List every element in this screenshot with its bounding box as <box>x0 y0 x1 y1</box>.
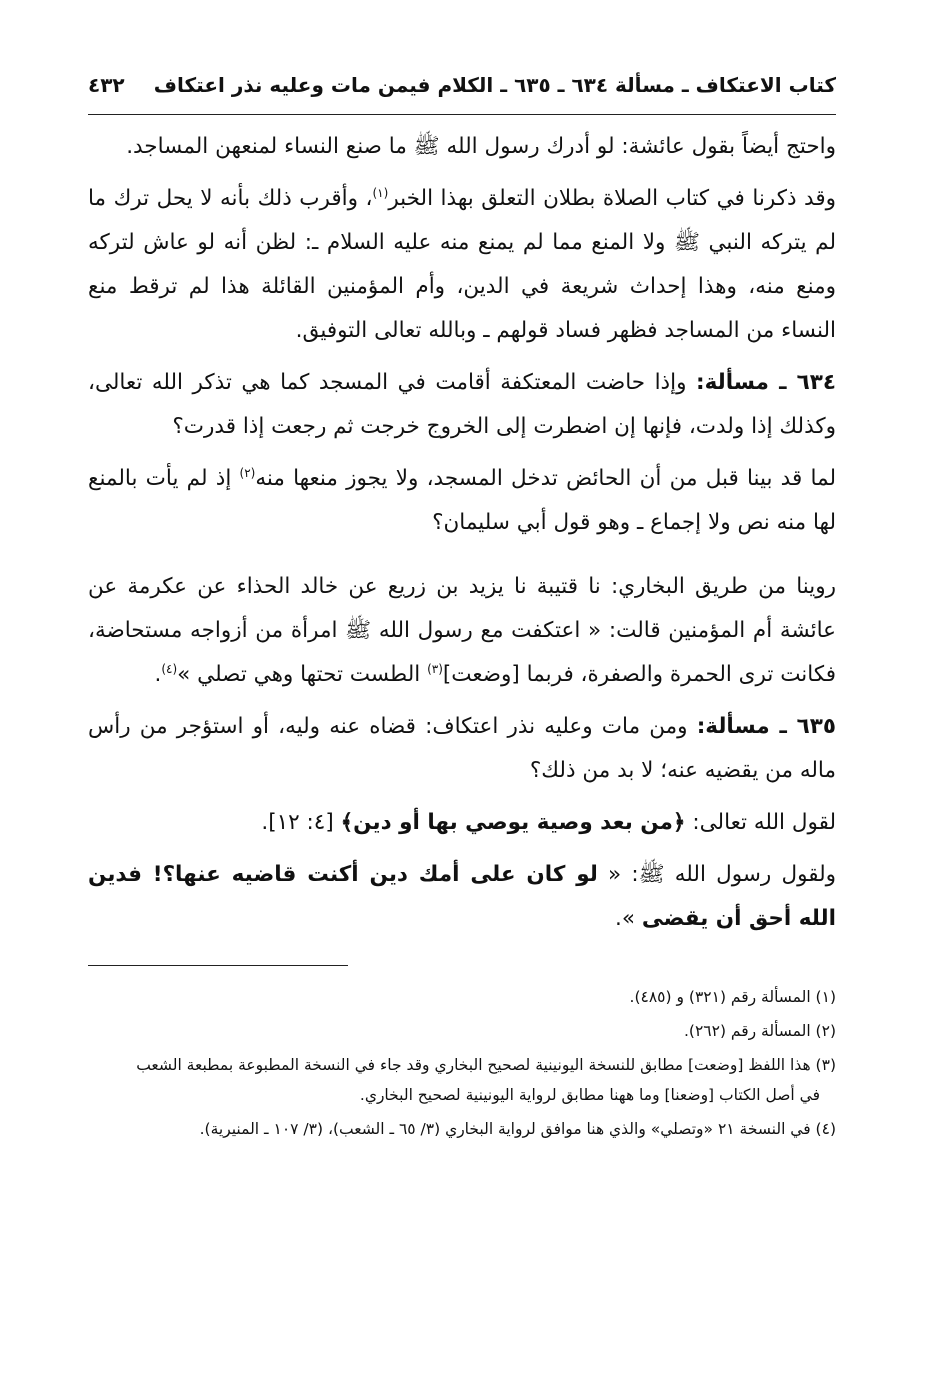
footnote-separator <box>88 965 348 966</box>
page-number: ٤٣٢ <box>88 73 125 97</box>
issue-635-label: ٦٣٥ ـ مسألة: <box>696 714 836 739</box>
quran-verse: ﴿من بعد وصية يوصي بها أو دين﴾ <box>340 810 686 835</box>
footnote-3-continuation: في أصل الكتاب [وضعنا] وما ههنا مطابق لرواية اليونينية لصحيح البخاري. <box>359 1086 820 1104</box>
footnote-ref-1[interactable]: (١) <box>372 185 389 200</box>
footnote-1: (١) المسألة رقم (٣٢١) و (٤٨٥). <box>629 988 836 1006</box>
footnote-ref-2[interactable]: (٢) <box>239 465 256 480</box>
footnote-ref-4[interactable]: (٤) <box>161 661 178 676</box>
paragraph-bukhari-narration: روينا من طريق البخاري: نا قتيبة نا يزيد بن زريع عن خالد الحذاء عن عكرمة عن عائشة أم المؤمنين قالت: « اعتكفت مع رسول الله ﷺ امرأة من أزواجه مستحاضة، فكانت ترى الحمرة والصفرة، فربما [وضعت]$^{(٣)}$ الطست تحتها وهي تصلي »$^{(٤)}$. <box>88 574 836 687</box>
paragraph-refutation: وقد ذكرنا في كتاب الصلاة بطلان التعلق بهذا الخبر$^{(١)}$، وأقرب ذلك بأنه لا يحل ترك ما لم يتركه النبي ﷺ ولا المنع مما لم يمنع منه عليه السلام ـ: لظن أنه لو عاش لتركه ومنع منه، وهذا إحداث شريعة في الدين، وأم المؤمنين القائلة هذا لم ترقط منع النساء من المساجد فظهر فساد قولهم ـ وبالله تعالى التوفيق. <box>88 185 836 343</box>
running-header <box>88 70 836 104</box>
book-page <box>88 70 836 1340</box>
main-text <box>88 125 836 941</box>
issue-634 <box>88 361 836 449</box>
paragraph-hadith-debt: ولقول رسول الله ﷺ: « لو كان على أمك دين أكنت قاضيه عنها؟! فدين الله أحق أن يقضى ». <box>88 862 837 931</box>
footnote-2: (٢) المسألة رقم (٢٦٢). <box>683 1022 836 1040</box>
footnote-4: (٤) في النسخة ٢١ «وتصلي» والذي هنا موافق لرواية البخاري (٣/ ٦٥ ـ الشعب)، (٣/ ١٠٧ ـ المنيرية). <box>199 1120 836 1138</box>
footnote-3: (٣) هذا اللفظ [وضعت] مطابق للنسخة اليونينية لصحيح البخاري وقد جاء في النسخة المطبوعة بمطبعة الشعب في أصل الكتاب [وضعنا] وما ههنا مطابق لرواية اليونينية لصحيح البخاري. <box>88 1050 836 1110</box>
issue-634-text: وإذا حاضت المعتكفة أقامت في المسجد كما هي تذكر الله تعالى، وكذلك إذا ولدت، فإنها إن اضطرت إلى الخروج خرجت ثم رجعت إذا قدرت؟ <box>88 370 836 439</box>
issue-635-text: ومن مات وعليه نذر اعتكاف: قضاه عنه وليه، أو استؤجر من رأس ماله من يقضيه عنه؛ لا بد من ذلك؟ <box>88 714 836 783</box>
paragraph-quran-citation: لقول الله تعالى: ﴿من بعد وصية يوصي بها أو دين﴾ [٤: ١٢]. <box>261 810 836 835</box>
hadith-text: لو كان على أمك دين أكنت قاضيه عنها؟! فدين الله أحق أن يقضى <box>88 862 836 931</box>
issue-635 <box>88 705 836 793</box>
issue-634-label: ٦٣٤ ـ مسألة: <box>695 370 836 395</box>
footnote-ref-3[interactable]: (٣) <box>427 661 443 676</box>
footnotes <box>88 982 836 1144</box>
paragraph-menstruating-mosque: لما قد بينا قبل من أن الحائض تدخل المسجد، ولا يجوز منعها منه$^{(٢)}$ إذ لم يأت بالمنع لها منه نص ولا إجماع ـ وهو قول أبي سليمان؟ <box>88 465 837 535</box>
header-rule <box>88 114 836 115</box>
paragraph-aisha-argument: واحتج أيضاً بقول عائشة: لو أدرك رسول الله ﷺ ما صنع النساء لمنعهن المساجد. <box>126 134 836 159</box>
chapter-title: كتاب الاعتكاف ـ مسألة ٦٣٤ ـ ٦٣٥ ـ الكلام فيمن مات وعليه نذر اعتكاف <box>153 73 836 97</box>
